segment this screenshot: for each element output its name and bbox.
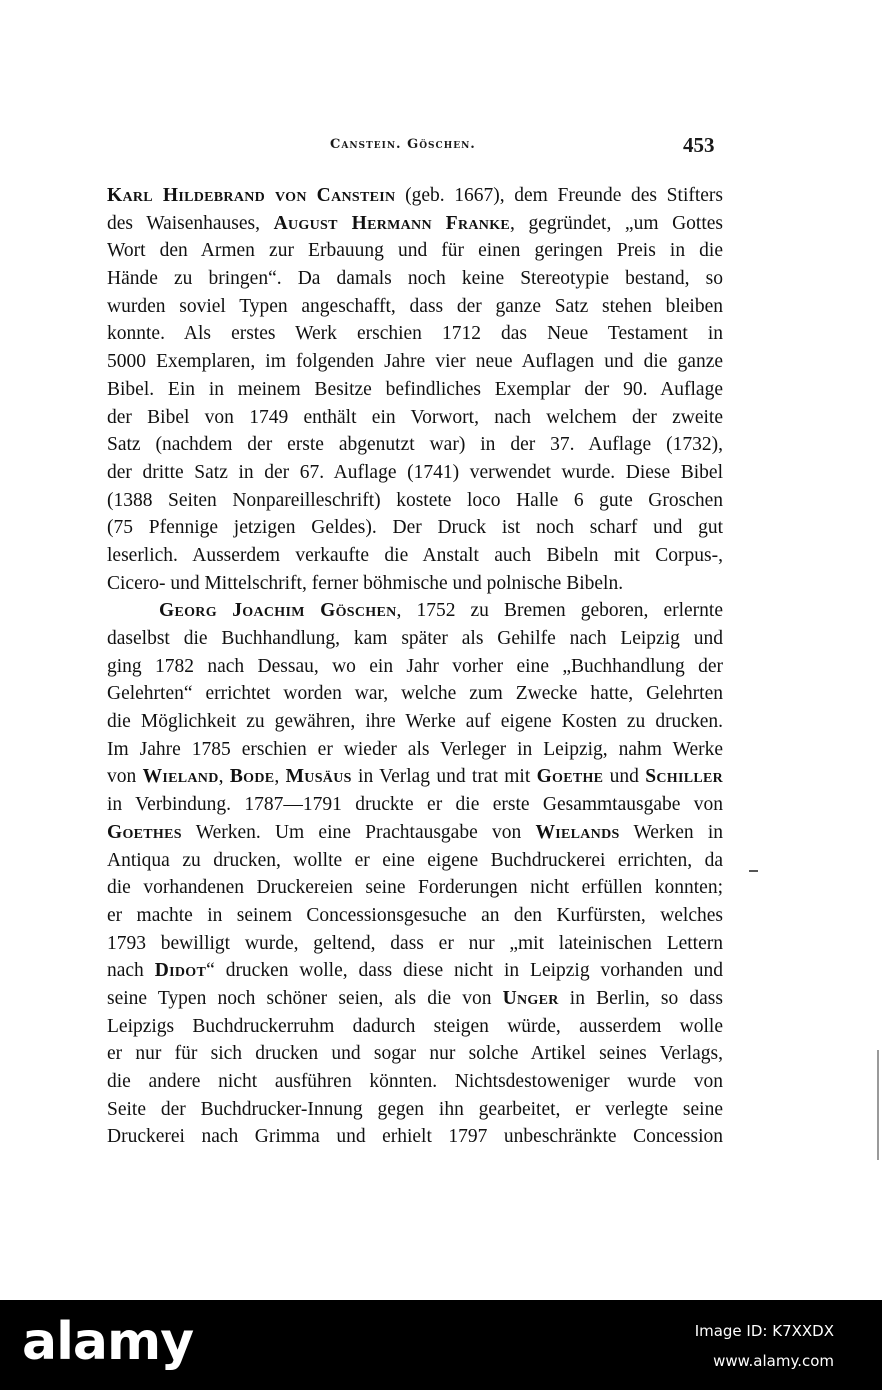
person-name: Unger	[502, 987, 559, 1009]
text-line: Goethes Werken. Um eine Prachtausgabe von Wielands Werken in	[107, 821, 723, 843]
alamy-logo: alamy	[22, 1312, 194, 1372]
body-text	[107, 182, 723, 1151]
person-name: Georg Joachim Göschen	[159, 600, 397, 622]
text-line: seine Typen noch schöner seien, als die von Unger in Berlin, so dass	[107, 987, 723, 1009]
text-line: Gelehrten“ errichtet worden war, welche zum Zwecke hatte, Gelehrten	[107, 683, 723, 705]
person-name: Goethe	[536, 766, 604, 788]
text-line: Satz (nachdem der erste abgenutzt war) in der 37. Auflage (1732),	[107, 434, 723, 456]
person-name: Musäus	[285, 766, 352, 788]
image-id-label: Image ID: K7XXDX	[694, 1322, 834, 1340]
watermark-url: www.alamy.com	[713, 1352, 834, 1370]
text-line: die Möglichkeit zu gewähren, ihre Werke auf eigene Kosten zu drucken.	[107, 711, 723, 733]
text-line: 5000 Exemplaren, im folgenden Jahre vier neue Auflagen und die ganze	[107, 351, 723, 373]
text-line: Wort den Armen zur Erbauung und für einen geringen Preis in die	[107, 240, 723, 262]
running-head	[0, 133, 882, 159]
text-line: ging 1782 nach Dessau, wo ein Jahr vorher eine „Buchhandlung der	[107, 655, 723, 677]
text-line: nach Didot“ drucken wolle, dass diese nicht in Leipzig vorhanden und	[107, 960, 723, 982]
text-line: (1388 Seiten Nonpareilleschrift) kostete loco Halle 6 gute Groschen	[107, 489, 723, 511]
page-edge-shadow	[877, 1050, 879, 1160]
person-name: August Hermann Franke	[273, 212, 511, 234]
text-line: der dritte Satz in der 67. Auflage (1741) verwendet wurde. Diese Bibel	[107, 461, 723, 483]
paragraph-start-line: Georg Joachim Göschen, 1752 zu Bremen geboren, erlernte	[159, 600, 723, 622]
text-line: Im Jahre 1785 erschien er wieder als Verleger in Leipzig, nahm Werke	[107, 738, 723, 760]
text-line: Leipzigs Buchdruckerruhm dadurch steigen würde, ausserdem wolle	[107, 1015, 723, 1037]
text-line: konnte. Als erstes Werk erschien 1712 das Neue Testament in	[107, 323, 723, 345]
running-title: Canstein. Göschen.	[330, 137, 476, 152]
text-line: Seite der Buchdrucker-Innung gegen ihn gearbeitet, er verlegte seine	[107, 1098, 723, 1120]
text-line: Antiqua zu drucken, wollte er eine eigene Buchdruckerei errichten, da	[107, 849, 723, 871]
person-name: Goethes	[107, 821, 182, 843]
text-line: die vorhandenen Druckereien seine Forderungen nicht erfüllen konnten;	[107, 877, 723, 899]
text-line: leserlich. Ausserdem verkaufte die Anstalt auch Bibeln mit Corpus-,	[107, 544, 723, 566]
text-line: die andere nicht ausführen könnten. Nichtsdestoweniger wurde von	[107, 1071, 723, 1092]
person-name: Didot	[154, 960, 207, 982]
page-number: 453	[683, 133, 715, 157]
text-line: der Bibel von 1749 enthält ein Vorwort, nach welchem der zweite	[107, 406, 723, 428]
text-line: Bibel. Ein in meinem Besitze befindliches Exemplar der 90. Auflage	[107, 378, 723, 400]
text-line: wurden soviel Typen angeschafft, dass der ganze Satz stehen bleiben	[107, 295, 723, 317]
paragraph-end-line: Cicero- und Mittelschrift, ferner böhmische und polnische Bibeln.	[107, 572, 624, 594]
person-name: Karl Hildebrand von Canstein	[107, 185, 396, 206]
text-line: 1793 bewilligt wurde, geltend, dass er nur „mit lateinischen Lettern	[107, 932, 723, 954]
text-line: daselbst die Buchhandlung, kam später als Gehilfe nach Leipzig und	[107, 628, 723, 649]
person-name: Wieland	[142, 766, 219, 788]
person-name: Schiller	[645, 766, 723, 788]
text-line: von Wieland, Bode, Musäus in Verlag und trat mit Goethe und Schiller	[107, 766, 723, 788]
person-name: Wielands	[535, 821, 620, 843]
text-line: in Verbindung. 1787—1791 druckte er die erste Gesammtausgabe von	[107, 794, 723, 816]
text-line: er nur für sich drucken und sogar nur solche Artikel seines Verlags,	[107, 1043, 723, 1065]
text-line: des Waisenhauses, August Hermann Franke, gegründet, „um Gottes	[107, 212, 723, 234]
text-line: Karl Hildebrand von Canstein (geb. 1667), dem Freunde des Stifters	[107, 185, 723, 206]
text-line: Hände zu bringen“. Da damals noch keine Stereotypie bestand, so	[107, 268, 723, 290]
person-name: Bode	[229, 766, 275, 788]
margin-dash-mark	[749, 870, 758, 872]
text-line: Druckerei nach Grimma und erhielt 1797 unbeschränkte Concession	[107, 1126, 723, 1148]
text-line: er machte in seinem Concessionsgesuche an den Kurfürsten, welches	[107, 904, 723, 926]
watermark-bar	[0, 1300, 882, 1390]
text-line: (75 Pfennige jetzigen Geldes). Der Druck ist noch scharf und gut	[107, 517, 723, 539]
